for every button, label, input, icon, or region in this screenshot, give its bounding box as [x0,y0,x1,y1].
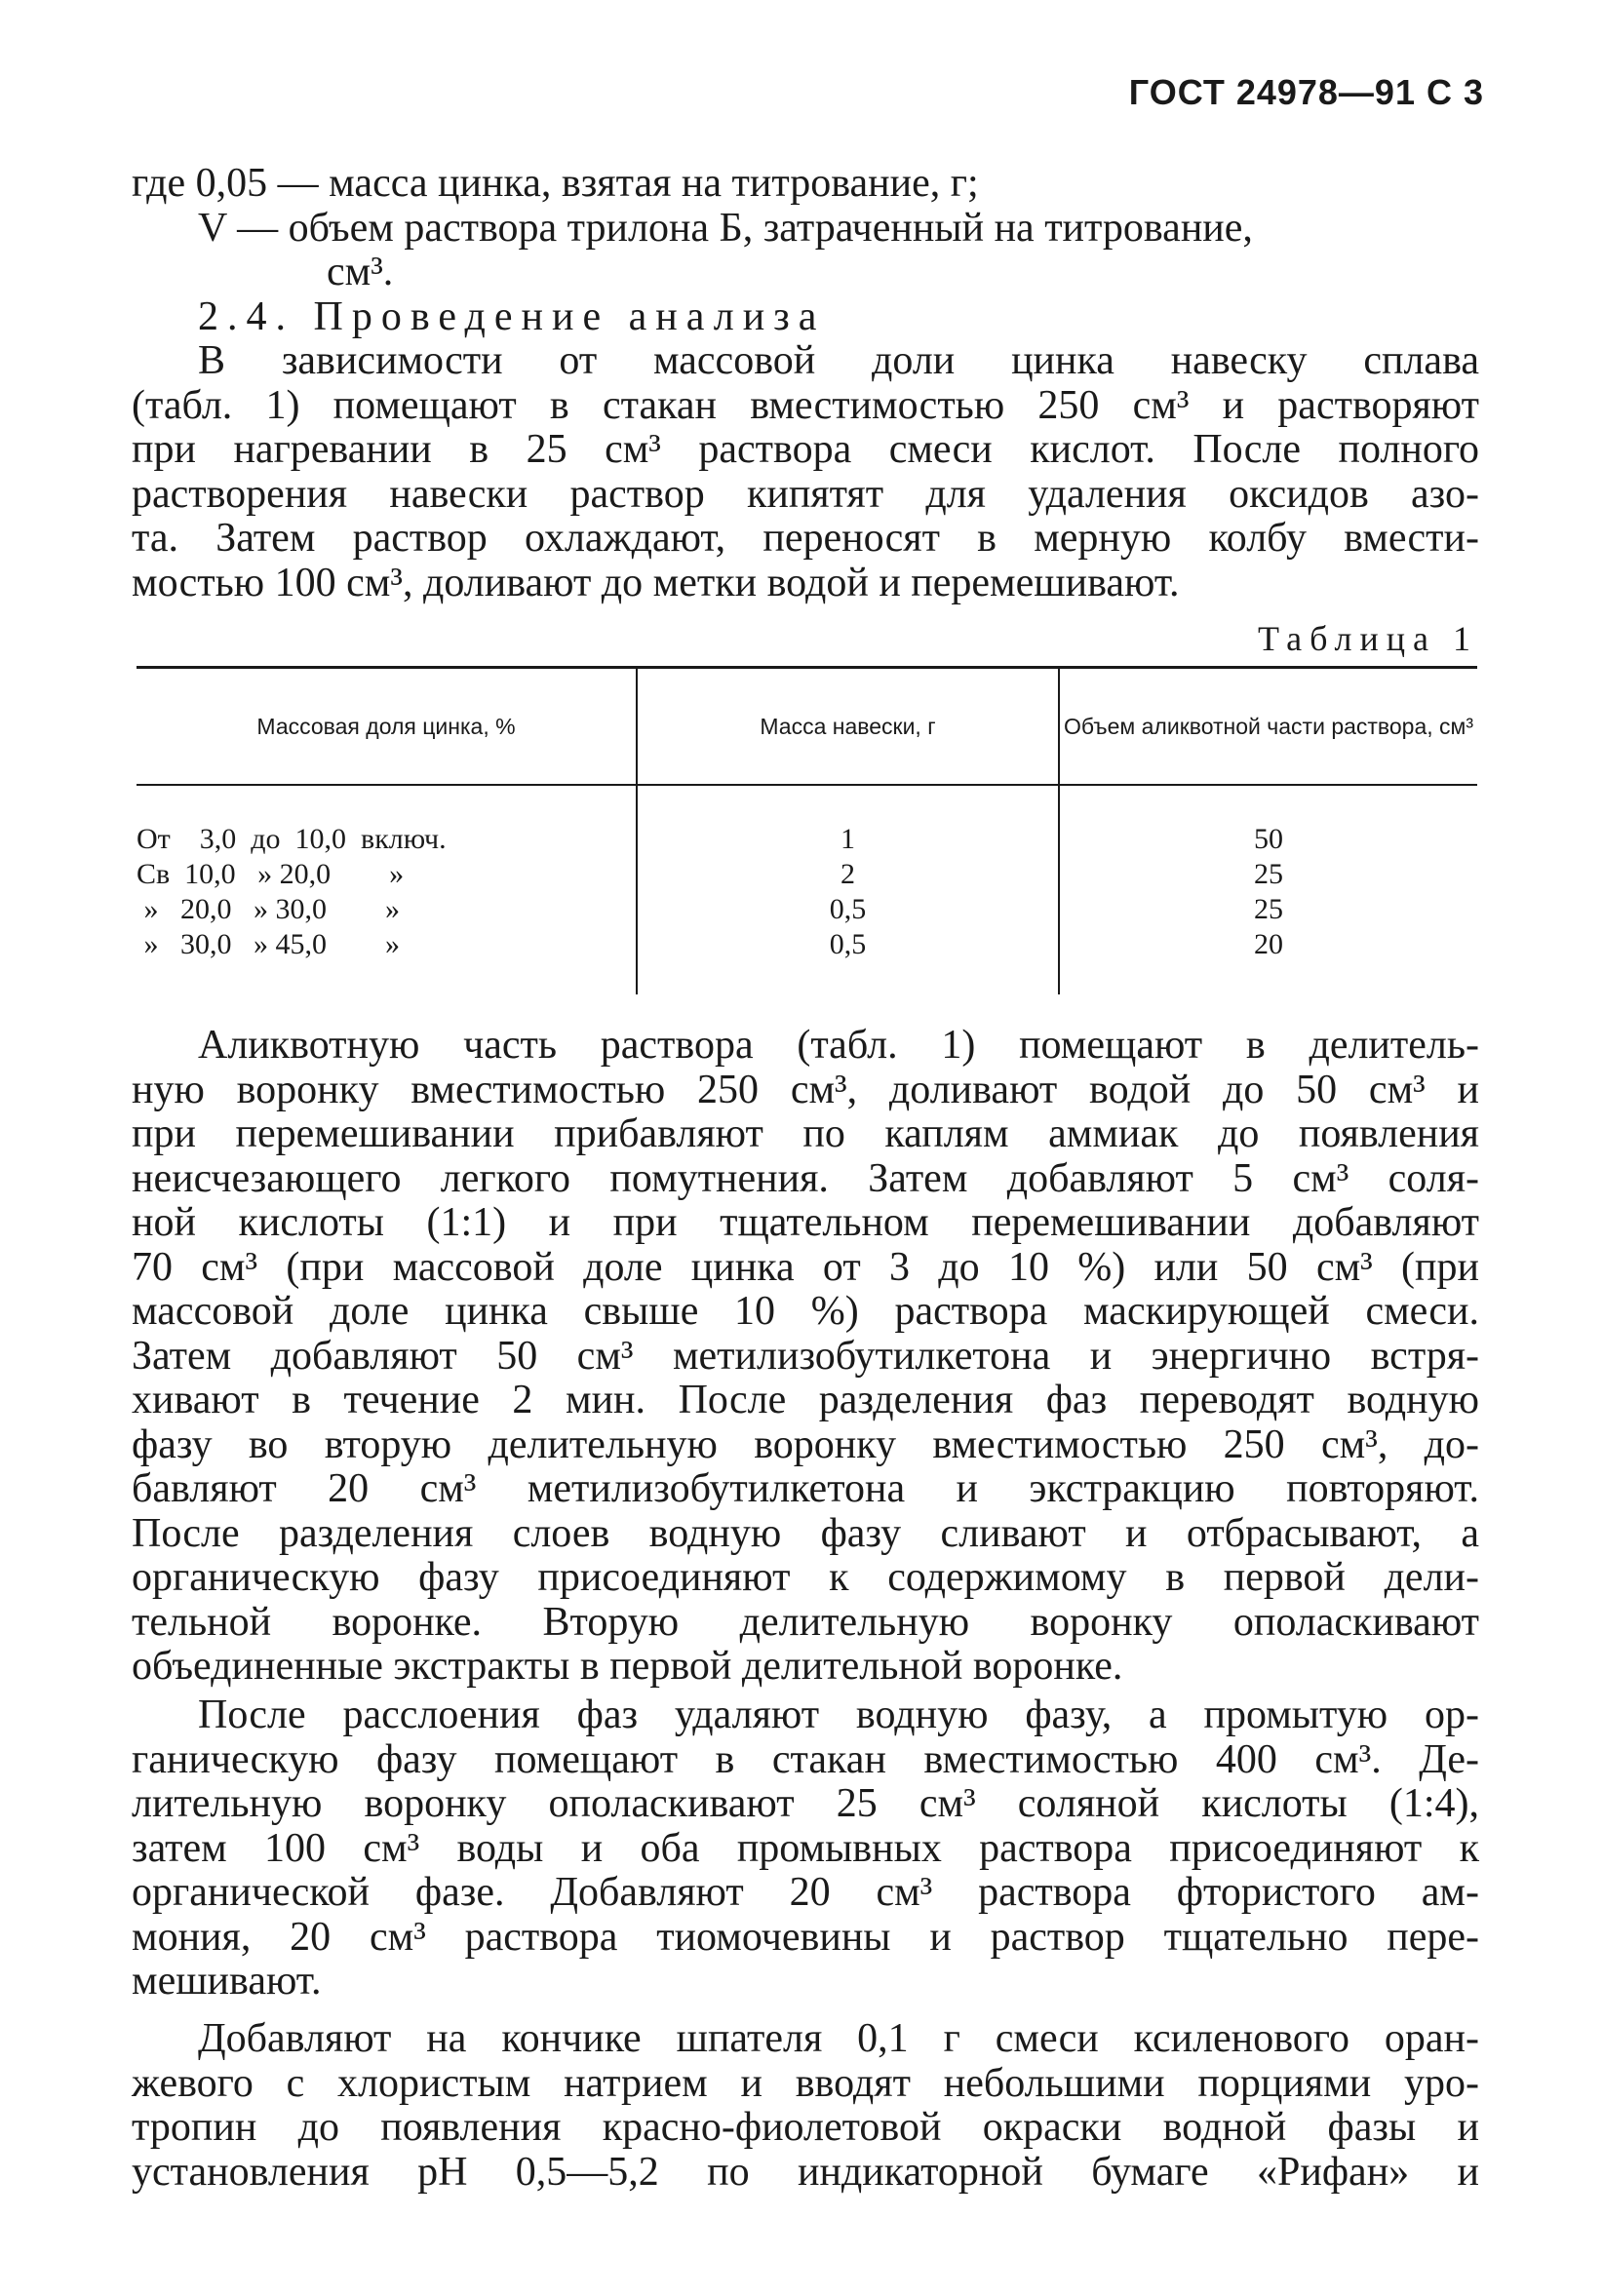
paragraph-line: тельной воронке. Вторую делительную воронку ополаскивают [132,1599,1479,1645]
table-1 [137,666,1477,997]
table-top-rule [137,666,1477,669]
paragraph-line: В зависимости от массовой доли цинка навеску сплава [198,338,1479,383]
table-cell: » 20,0 » 30,0 » [137,893,400,925]
paragraph-line: мешивают. [132,1959,322,2004]
paragraph-washing [132,1693,1479,2004]
paragraph-line: мония, 20 см³ раствора тиомочевины и раствор тщательно пере- [132,1914,1479,1960]
table-cell: 0,5 [829,893,867,925]
table-cell: 25 [1254,858,1283,890]
paragraph-line: фазу во вторую делительную воронку вместимостью 250 см³, до- [132,1421,1479,1467]
table-column-sample-mass [638,822,1058,962]
paragraph-line: растворения навески раствор кипятят для удаления оксидов азо- [132,471,1479,517]
paragraph-line: затем 100 см³ воды и оба промывных раствора присоединяют к [132,1825,1479,1871]
paragraph-line: массовой доле цинка свыше 10 %) раствора маскирующей смеси. [132,1289,1479,1334]
table-caption: Таблица 1 [1258,619,1478,658]
table-header-zinc-fraction: Массовая доля цинка, % [256,714,516,739]
paragraph-line: (табл. 1) помещают в стакан вместимостью 250 см³ и растворяют [132,382,1479,428]
paragraph-line: хивают в течение 2 мин. После разделения фаз переводят водную [132,1378,1479,1422]
paragraph-line: та. Затем раствор охлаждают, переносят в мерную колбу вмести- [132,516,1479,561]
paragraph-line: органическую фазу присоединяют к содержимому в первой дели- [132,1555,1479,1600]
table-cell: 1 [841,823,855,855]
table-header-aliquot-volume: Объем аликвотной части раствора, см³ [1063,714,1474,739]
paragraph-line: органической фазе. Добавляют 20 см³ раствора фтористого ам- [132,1870,1479,1915]
paragraph-line: жевого с хлористым натрием и вводят небольшими порциями уро- [132,2060,1479,2106]
table-header-sample-mass: Масса навески, г [760,714,936,739]
paragraph-line: ной кислоты (1:1) и при тщательном перемешивании добавляют [132,1200,1479,1245]
paragraph-line: мостью 100 см³, доливают до метки водой и перемешивают. [132,560,1180,605]
table-header-rule [137,784,1477,786]
table-cell: 0,5 [829,928,867,960]
page-header: ГОСТ 24978—91 С 3 [1128,72,1484,112]
paragraph-procedure [132,339,1479,605]
table-cell: » 30,0 » 45,0 » [137,928,400,960]
table-cell: Св 10,0 » 20,0 » [137,858,405,890]
paragraph-line: После разделения слоев водную фазу сливают и отбрасывают, а [132,1510,1479,1556]
explanation-line: см³. [327,250,394,294]
formula-explanation [132,162,1479,339]
paragraph-extraction [132,1024,1479,1690]
paragraph-line: 70 см³ (при массовой доле цинка от 3 до 10 %) или 50 см³ (при [132,1244,1479,1290]
paragraph-line: ную воронку вместимостью 250 см³, доливают водой до 50 см³ и [132,1067,1479,1112]
paragraph-line: Добавляют на кончике шпателя 0,1 г смеси ксиленового оран- [198,2016,1479,2061]
paragraph-line: ганическую фазу помещают в стакан вместимостью 400 см³. Де- [132,1736,1479,1782]
table-column-zinc-fraction [137,822,624,962]
paragraph-line: лительную воронку ополаскивают 25 см³ соляной кислоты (1:4), [132,1781,1479,1826]
paragraph-line: бавляют 20 см³ метилизобутилкетона и экстракцию повторяют. [132,1466,1479,1511]
paragraph-titration [132,2017,1479,2195]
section-title: 2.4. Проведение анализа [198,293,826,339]
explanation-line: V — объем раствора трилона Б, затраченный на титрование, [198,205,1253,251]
paragraph-line: После расслоения фаз удаляют водную фазу, а промытую ор- [198,1693,1479,1737]
paragraph-line: Затем добавляют 50 см³ метилизобутилкетона и энергично встря- [132,1333,1479,1379]
table-cell: 20 [1254,928,1283,960]
table-cell: 25 [1254,893,1283,925]
explanation-line: где 0,05 — масса цинка, взятая на титрование, г; [132,161,979,206]
table-cell: 50 [1254,823,1283,855]
table-cell: 2 [841,858,855,890]
paragraph-line: неисчезающего легкого помутнения. Затем добавляют 5 см³ соля- [132,1155,1479,1201]
paragraph-line: при нагревании в 25 см³ раствора смеси кислот. После полного [132,427,1479,472]
paragraph-line: установления рН 0,5—5,2 по индикаторной бумаге «Рифан» и [132,2149,1479,2195]
table-column-aliquot-volume [1060,822,1477,962]
paragraph-line: Аликвотную часть раствора (табл. 1) помещают в делитель- [198,1023,1479,1068]
paragraph-line: объединенные экстракты в первой делительной воронке. [132,1644,1123,1689]
paragraph-line: тропин до появления красно-фиолетовой окраски водной фазы и [132,2105,1479,2150]
table-cell: От 3,0 до 10,0 включ. [137,823,447,855]
paragraph-line: при перемешивании прибавляют по каплям аммиак до появления [132,1111,1479,1156]
